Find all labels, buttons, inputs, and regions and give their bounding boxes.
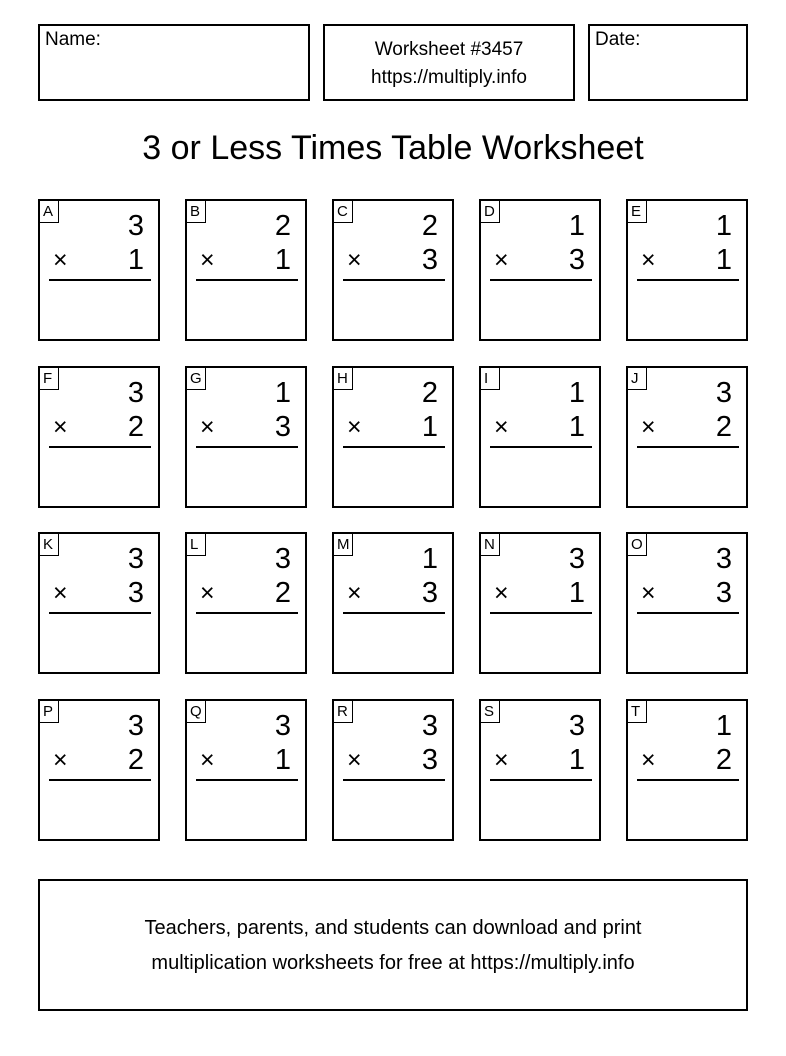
problem-card[interactable] <box>332 532 454 674</box>
answer-line <box>490 612 592 614</box>
answer-line <box>637 779 739 781</box>
footer-line-2: multiplication worksheets for free at https://multiply.info <box>151 952 635 974</box>
problem-letter: R <box>334 701 353 723</box>
multiplicand: 2 <box>274 210 291 242</box>
multiplier: 3 <box>568 244 585 276</box>
problem-card[interactable] <box>626 366 748 508</box>
times-sign: × <box>641 746 656 774</box>
multiplicand: 1 <box>715 210 732 242</box>
problem-card[interactable] <box>38 366 160 508</box>
problem-card[interactable] <box>479 366 601 508</box>
times-sign: × <box>53 579 68 607</box>
worksheet-number: Worksheet #3457 <box>374 39 524 60</box>
multiplicand: 1 <box>421 543 438 575</box>
problem-card[interactable] <box>479 532 601 674</box>
answer-line <box>343 779 445 781</box>
problem-letter: Q <box>187 701 206 723</box>
times-sign: × <box>53 246 68 274</box>
multiplicand: 2 <box>421 210 438 242</box>
problem-letter: F <box>40 368 59 390</box>
problem-letter: O <box>628 534 647 556</box>
problem-letter: E <box>628 201 647 223</box>
problem-card[interactable] <box>479 199 601 341</box>
multiplicand: 3 <box>568 710 585 742</box>
page-title: 3 or Less Times Table Worksheet <box>142 129 644 167</box>
problem-letter: N <box>481 534 500 556</box>
multiplier: 3 <box>421 244 438 276</box>
problem-card[interactable] <box>38 532 160 674</box>
problem-letter: H <box>334 368 353 390</box>
answer-line <box>490 446 592 448</box>
answer-line <box>196 279 298 281</box>
footer-line-1: Teachers, parents, and students can download and print <box>144 917 642 939</box>
problem-letter: M <box>334 534 353 556</box>
problem-card[interactable] <box>332 366 454 508</box>
multiplicand: 1 <box>274 377 291 409</box>
multiplier: 2 <box>127 744 144 776</box>
answer-line <box>637 279 739 281</box>
problem-letter: K <box>40 534 59 556</box>
multiplier: 3 <box>127 577 144 609</box>
problem-letter: L <box>187 534 206 556</box>
answer-line <box>49 612 151 614</box>
multiplier: 1 <box>421 411 438 443</box>
problem-card[interactable] <box>479 699 601 841</box>
multiplicand: 3 <box>127 377 144 409</box>
multiplicand: 3 <box>274 543 291 575</box>
multiplicand: 3 <box>127 543 144 575</box>
problem-card[interactable] <box>626 199 748 341</box>
times-sign: × <box>347 579 362 607</box>
problem-card[interactable] <box>38 199 160 341</box>
problem-letter: I <box>481 368 500 390</box>
multiplier: 1 <box>274 244 291 276</box>
answer-line <box>49 279 151 281</box>
problem-card[interactable] <box>185 366 307 508</box>
multiplier: 2 <box>715 744 732 776</box>
answer-line <box>196 779 298 781</box>
footer-note <box>38 879 748 1011</box>
multiplier: 1 <box>568 744 585 776</box>
times-sign: × <box>53 413 68 441</box>
date-label: Date: <box>595 29 641 50</box>
worksheet-url: https://multiply.info <box>371 67 527 88</box>
problem-card[interactable] <box>185 199 307 341</box>
multiplicand: 3 <box>127 710 144 742</box>
multiplicand: 3 <box>274 710 291 742</box>
problem-letter: P <box>40 701 59 723</box>
multiplicand: 3 <box>127 210 144 242</box>
multiplier: 2 <box>274 577 291 609</box>
multiplier: 2 <box>715 411 732 443</box>
multiplier: 3 <box>421 744 438 776</box>
multiplicand: 3 <box>421 710 438 742</box>
problem-card[interactable] <box>332 199 454 341</box>
times-sign: × <box>494 413 509 441</box>
answer-line <box>49 446 151 448</box>
times-sign: × <box>641 246 656 274</box>
times-sign: × <box>347 413 362 441</box>
problem-letter: B <box>187 201 206 223</box>
problem-card[interactable] <box>626 699 748 841</box>
multiplier: 3 <box>421 577 438 609</box>
problem-letter: D <box>481 201 500 223</box>
problem-letter: G <box>187 368 206 390</box>
times-sign: × <box>53 746 68 774</box>
multiplier: 3 <box>274 411 291 443</box>
times-sign: × <box>200 246 215 274</box>
multiplier: 1 <box>568 411 585 443</box>
problem-letter: S <box>481 701 500 723</box>
times-sign: × <box>494 746 509 774</box>
answer-line <box>343 612 445 614</box>
times-sign: × <box>200 413 215 441</box>
multiplier: 1 <box>127 244 144 276</box>
times-sign: × <box>200 579 215 607</box>
multiplicand: 2 <box>421 377 438 409</box>
times-sign: × <box>494 246 509 274</box>
times-sign: × <box>347 746 362 774</box>
problem-letter: C <box>334 201 353 223</box>
times-sign: × <box>200 746 215 774</box>
answer-line <box>637 446 739 448</box>
multiplier: 2 <box>127 411 144 443</box>
answer-line <box>343 446 445 448</box>
problem-card[interactable] <box>38 699 160 841</box>
problem-letter: T <box>628 701 647 723</box>
multiplicand: 3 <box>715 377 732 409</box>
answer-line <box>343 279 445 281</box>
times-sign: × <box>641 579 656 607</box>
times-sign: × <box>641 413 656 441</box>
answer-line <box>490 279 592 281</box>
answer-line <box>637 612 739 614</box>
problem-card[interactable] <box>185 699 307 841</box>
problem-letter: J <box>628 368 647 390</box>
multiplicand: 3 <box>715 543 732 575</box>
name-label: Name: <box>45 29 101 50</box>
multiplier: 1 <box>274 744 291 776</box>
problem-card[interactable] <box>626 532 748 674</box>
problem-letter: A <box>40 201 59 223</box>
multiplier: 3 <box>715 577 732 609</box>
answer-line <box>49 779 151 781</box>
problem-card[interactable] <box>332 699 454 841</box>
multiplicand: 3 <box>568 543 585 575</box>
answer-line <box>490 779 592 781</box>
answer-line <box>196 612 298 614</box>
multiplier: 1 <box>568 577 585 609</box>
times-sign: × <box>347 246 362 274</box>
answer-line <box>196 446 298 448</box>
times-sign: × <box>494 579 509 607</box>
multiplicand: 1 <box>568 377 585 409</box>
problem-card[interactable] <box>185 532 307 674</box>
multiplicand: 1 <box>568 210 585 242</box>
multiplicand: 1 <box>715 710 732 742</box>
multiplier: 1 <box>715 244 732 276</box>
